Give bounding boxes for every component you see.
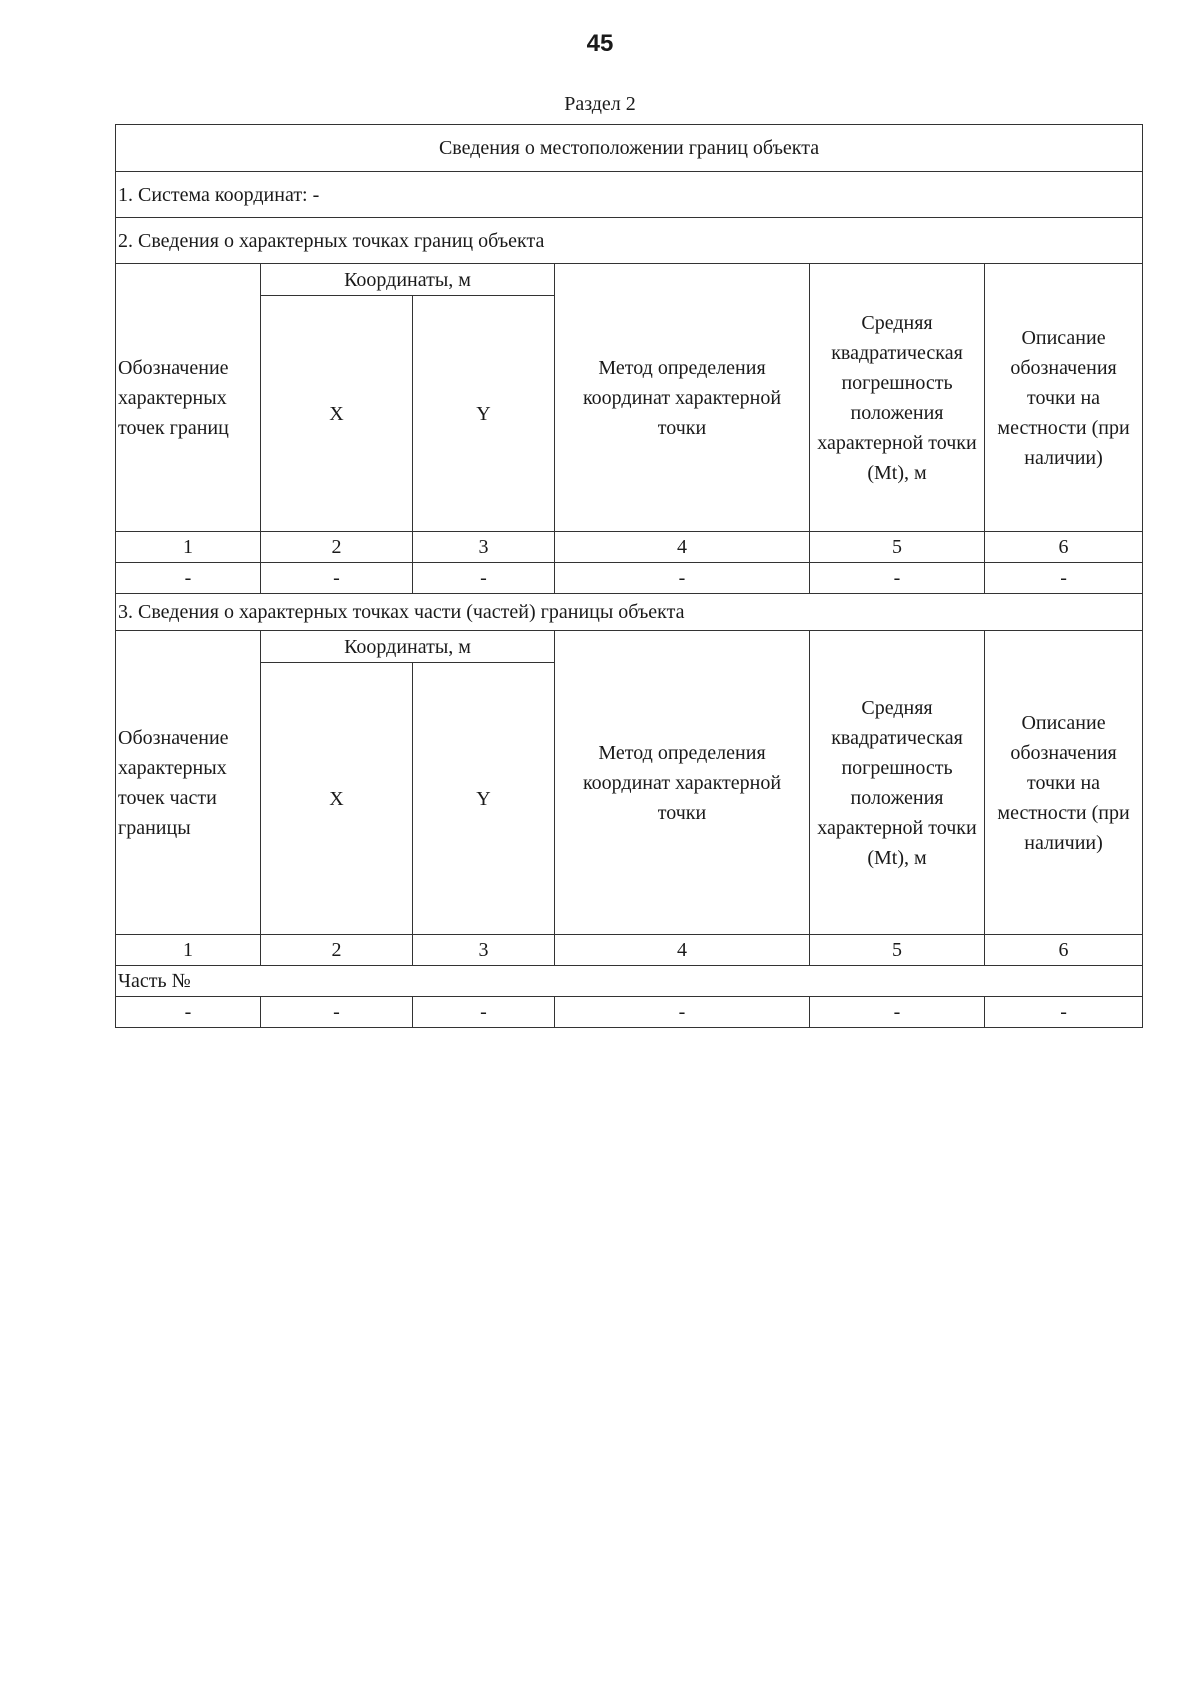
table-cell: 2 — [261, 935, 413, 966]
table-cell: - — [116, 997, 261, 1028]
section-title: Раздел 2 — [564, 93, 636, 115]
table-cell: 6 — [985, 532, 1143, 563]
coord-system: 1. Система координат: - — [116, 172, 1143, 218]
table-cell: - — [555, 563, 810, 594]
section2-header-row-1 — [116, 264, 1143, 296]
section2-col4-header: Метод определения координат характерной точки — [555, 264, 810, 532]
boundary-table — [115, 124, 1143, 1028]
section2-col-x: X — [261, 296, 413, 532]
section2-number-row — [116, 532, 1143, 563]
table-cell: 4 — [555, 532, 810, 563]
table-cell: 1 — [116, 532, 261, 563]
table-cell: 1 — [116, 935, 261, 966]
table-cell: 2 — [261, 532, 413, 563]
table-cell: - — [555, 997, 810, 1028]
section3-header-row-1 — [116, 631, 1143, 663]
table-header: Сведения о местоположении границ объекта — [116, 125, 1143, 172]
table-cell: 5 — [810, 532, 985, 563]
section2-title-row — [116, 218, 1143, 264]
table-cell: 5 — [810, 935, 985, 966]
page-number: 45 — [586, 30, 614, 57]
table-cell: - — [261, 563, 413, 594]
section3-number-row — [116, 935, 1143, 966]
section3-title: 3. Сведения о характерных точках части (частей) границы объекта — [116, 594, 1143, 631]
section3-coords-header: Координаты, м — [261, 631, 555, 663]
section3-data-row — [116, 997, 1143, 1028]
table-cell: - — [413, 563, 555, 594]
coord-system-row — [116, 172, 1143, 218]
table-cell: 6 — [985, 935, 1143, 966]
table-cell: 3 — [413, 532, 555, 563]
section2-col1-header: Обозначение характерных точек границ — [116, 264, 261, 532]
table-cell: - — [985, 997, 1143, 1028]
table-cell: - — [116, 563, 261, 594]
section2-col5-header: Средняя квадратическая погрешность положения характерной точки (Mt), м — [810, 264, 985, 532]
section2-col-y: Y — [413, 296, 555, 532]
section2-coords-header: Координаты, м — [261, 264, 555, 296]
section3-col-y: Y — [413, 663, 555, 935]
table-cell: - — [985, 563, 1143, 594]
section3-part-row — [116, 966, 1143, 997]
section3-col5-header: Средняя квадратическая погрешность положения характерной точки (Mt), м — [810, 631, 985, 935]
table-cell: - — [261, 997, 413, 1028]
section2-title: 2. Сведения о характерных точках границ объекта — [116, 218, 1143, 264]
section3-col1-header: Обозначение характерных точек части границы — [116, 631, 261, 935]
table-cell: - — [413, 997, 555, 1028]
section2-col6-header: Описание обозначения точки на местности (при наличии) — [985, 264, 1143, 532]
table-cell: 4 — [555, 935, 810, 966]
section3-col4-header: Метод определения координат характерной точки — [555, 631, 810, 935]
part-label: Часть № — [116, 966, 1143, 997]
table-header-row — [116, 125, 1143, 172]
section3-col6-header: Описание обозначения точки на местности (при наличии) — [985, 631, 1143, 935]
table-cell: 3 — [413, 935, 555, 966]
table-cell: - — [810, 997, 985, 1028]
section3-title-row — [116, 594, 1143, 631]
section3-col-x: X — [261, 663, 413, 935]
section2-data-row — [116, 563, 1143, 594]
table-cell: - — [810, 563, 985, 594]
